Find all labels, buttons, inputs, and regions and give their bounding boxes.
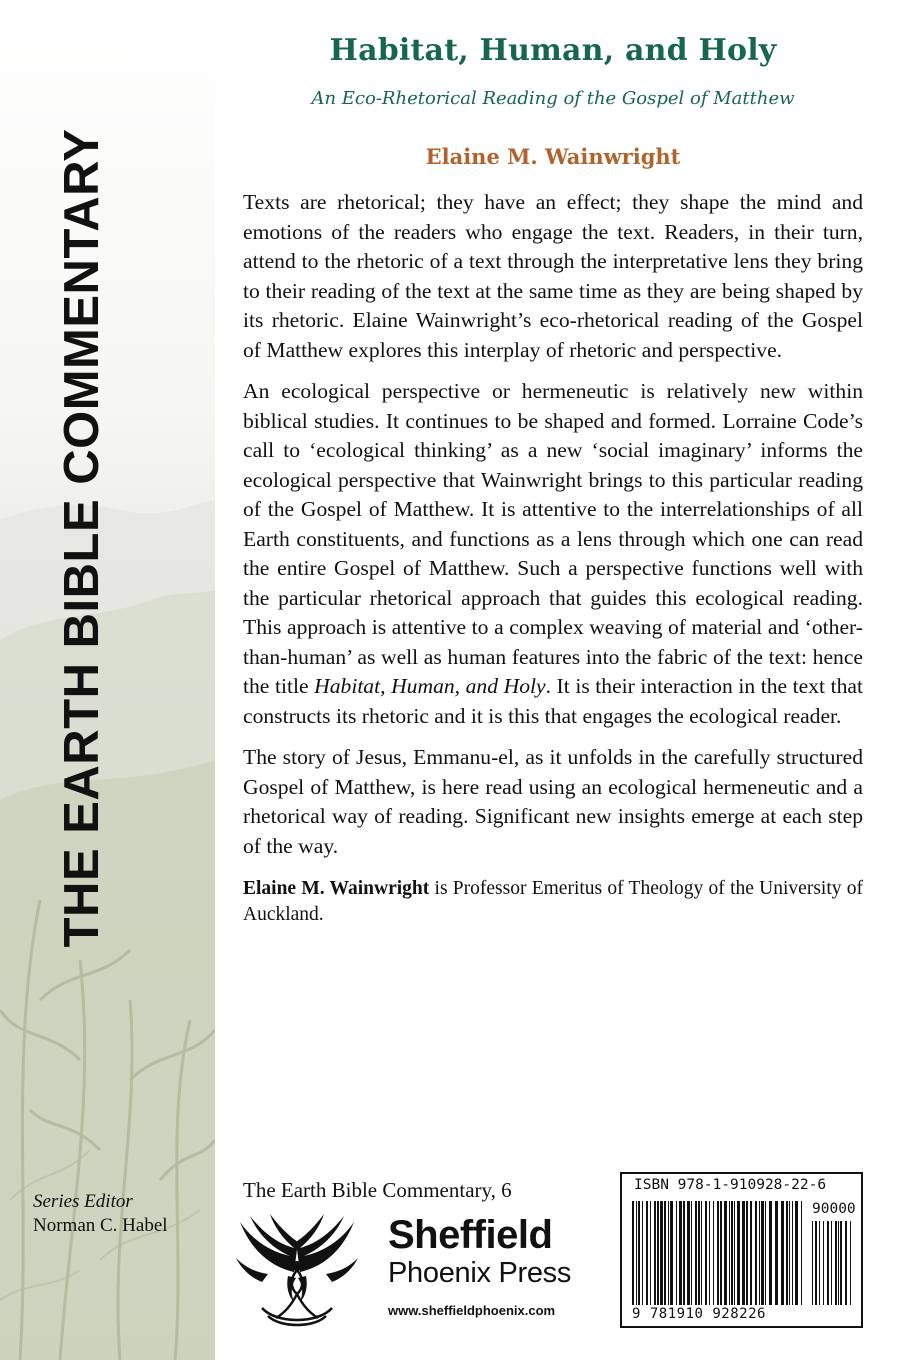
barcode-bar: [646, 1201, 648, 1305]
publisher-url[interactable]: www.sheffieldphoenix.com: [388, 1303, 556, 1318]
series-editor-name: Norman C. Habel: [33, 1215, 168, 1236]
barcode-bar: [724, 1201, 727, 1305]
blurb-paragraph-2-book-title: Habitat, Human, and Holy: [314, 674, 546, 698]
barcode-bar: [632, 1201, 634, 1305]
barcode-addon-bar: [819, 1221, 820, 1305]
barcode-addon-bar: [831, 1221, 832, 1305]
author-bio: [243, 876, 863, 928]
barcode-addon-bar: [823, 1221, 824, 1305]
series-editor: [33, 1190, 213, 1238]
barcode-bar: [687, 1201, 690, 1305]
barcode-bar: [789, 1201, 790, 1305]
series-line: The Earth Bible Commentary, 6: [243, 1178, 512, 1202]
blurb-paragraph-2-text-a: An ecological perspective or hermeneutic is relatively new within biblical studies. It continues to be shaped and formed. Lorraine Code’s call to ‘ecological thinking’ as a new ‘social imaginary’ informs the ecological perspective that Wainwright brings to this particular reading of the Gospel of Matthew. It is attentive to the interrelationships of all Earth constituents, and functions as a lens through which one can read the entire Gospel of Matthew. Such a perspective functions well with the particular rhetorical approach that guides this ecological reading. This approach is attentive to a complex weaving of material and ‘other-than-human’ as well as human features into the fabric of the text: hence the title: [243, 379, 863, 698]
book-author: Elaine M. Wainwright: [425, 144, 681, 169]
barcode-addon-bar: [850, 1221, 851, 1305]
barcode-bar: [786, 1201, 788, 1305]
barcode-bar: [636, 1201, 637, 1305]
barcode-bar: [781, 1201, 784, 1305]
price-addon: 90000: [812, 1201, 856, 1217]
barcode-bar: [769, 1201, 772, 1305]
barcode-bar: [664, 1201, 666, 1305]
series-spine-title: [42, 38, 122, 1038]
barcode-bars: [632, 1201, 854, 1311]
barcode-bar: [731, 1201, 733, 1305]
blurb-paragraph-2-text-b: . It is their interaction in the text that constructs its rhetoric and it is this that engages the ecological reader.: [243, 674, 864, 728]
phoenix-logo-icon: [232, 1212, 362, 1330]
publisher-name-line1: Sheffield: [388, 1213, 553, 1257]
barcode-bar: [668, 1201, 669, 1305]
blurb-paragraph-1: Texts are rhetorical; they have an effect; they shape the mind and emotions of the readers who engage the text. Readers, in their turn, attend to the rhetoric of a text through the interpretative lens they bring to their reading of the text at the same time as they are being shaped by its rhetoric. Elaine Wainwright’s eco-rhetorical reading of the Gospel of Matthew explores this interplay of rhetoric and perspective.: [243, 190, 863, 362]
barcode-bar: [720, 1201, 722, 1305]
barcode-bar: [734, 1201, 735, 1305]
barcode-bar: [705, 1201, 707, 1305]
barcode-bar: [795, 1201, 798, 1305]
barcode-addon-bar: [815, 1221, 817, 1305]
barcode-bar: [765, 1201, 766, 1305]
barcode-bar: [729, 1201, 730, 1305]
book-subtitle: An Eco-Rhetorical Reading of the Gospel of Matthew: [311, 88, 795, 109]
barcode-bar: [683, 1201, 685, 1305]
barcode-bar: [755, 1201, 757, 1305]
isbn-number: ISBN 978-1-910928-22-6: [634, 1177, 827, 1193]
barcode-bar: [761, 1201, 764, 1305]
author-bio-text: is Professor Emeritus of Theology of the University of Auckland.: [243, 878, 864, 925]
barcode-bar: [654, 1201, 656, 1305]
barcode-bar: [650, 1201, 651, 1305]
barcode-bar: [657, 1201, 659, 1305]
series-editor-label: Series Editor: [33, 1191, 133, 1212]
barcode-addon-bar: [827, 1221, 829, 1305]
publisher: [388, 1213, 571, 1318]
barcode-bar: [701, 1201, 702, 1305]
barcode-addon-bar: [835, 1221, 837, 1305]
barcode-bar: [746, 1201, 748, 1305]
barcode-bar: [713, 1201, 714, 1305]
barcode-bar: [679, 1201, 682, 1305]
barcode-bar: [676, 1201, 677, 1305]
barcode-bar: [792, 1201, 793, 1305]
barcode-bar: [737, 1201, 740, 1305]
barcode-digits: 9 781910 928226: [632, 1306, 766, 1322]
barcode-bar: [750, 1201, 752, 1305]
barcode-bar: [742, 1201, 745, 1305]
book-title: Habitat, Human, and Holy: [329, 33, 777, 68]
barcode-bar: [642, 1201, 643, 1305]
publisher-name-line2: Phoenix Press: [388, 1257, 572, 1289]
barcode-bar: [759, 1201, 760, 1305]
barcode-bar: [709, 1201, 710, 1305]
barcode-bar: [801, 1201, 802, 1305]
barcode-bar: [638, 1201, 640, 1305]
blurb: [243, 188, 863, 940]
isbn-barcode: [620, 1172, 863, 1328]
barcode-addon-bar: [838, 1221, 839, 1305]
barcode-bar: [775, 1201, 778, 1305]
author-bio-name: Elaine M. Wainwright: [243, 878, 430, 899]
barcode-bar: [670, 1201, 673, 1305]
barcode-bar: [695, 1201, 697, 1305]
blurb-paragraph-2: [243, 377, 863, 731]
barcode-bar: [698, 1201, 700, 1305]
barcode-addon-bar: [812, 1221, 813, 1305]
blurb-paragraph-3: The story of Jesus, Emmanu-el, as it unfolds in the carefully structured Gospel of Matthew, is here read using an ecological hermeneutic and a rhetorical way of reading. Significant new insights emerge at each step of the way.: [243, 745, 863, 858]
barcode-addon-bar: [840, 1221, 842, 1305]
barcode-bar: [717, 1201, 719, 1305]
barcode-bar: [660, 1201, 663, 1305]
left-panel: [0, 0, 215, 1360]
barcode-bar: [691, 1201, 692, 1305]
series-spine-title-text: THE EARTH BIBLE COMMENTARY: [55, 128, 109, 948]
barcode-addon-bar: [845, 1221, 847, 1305]
